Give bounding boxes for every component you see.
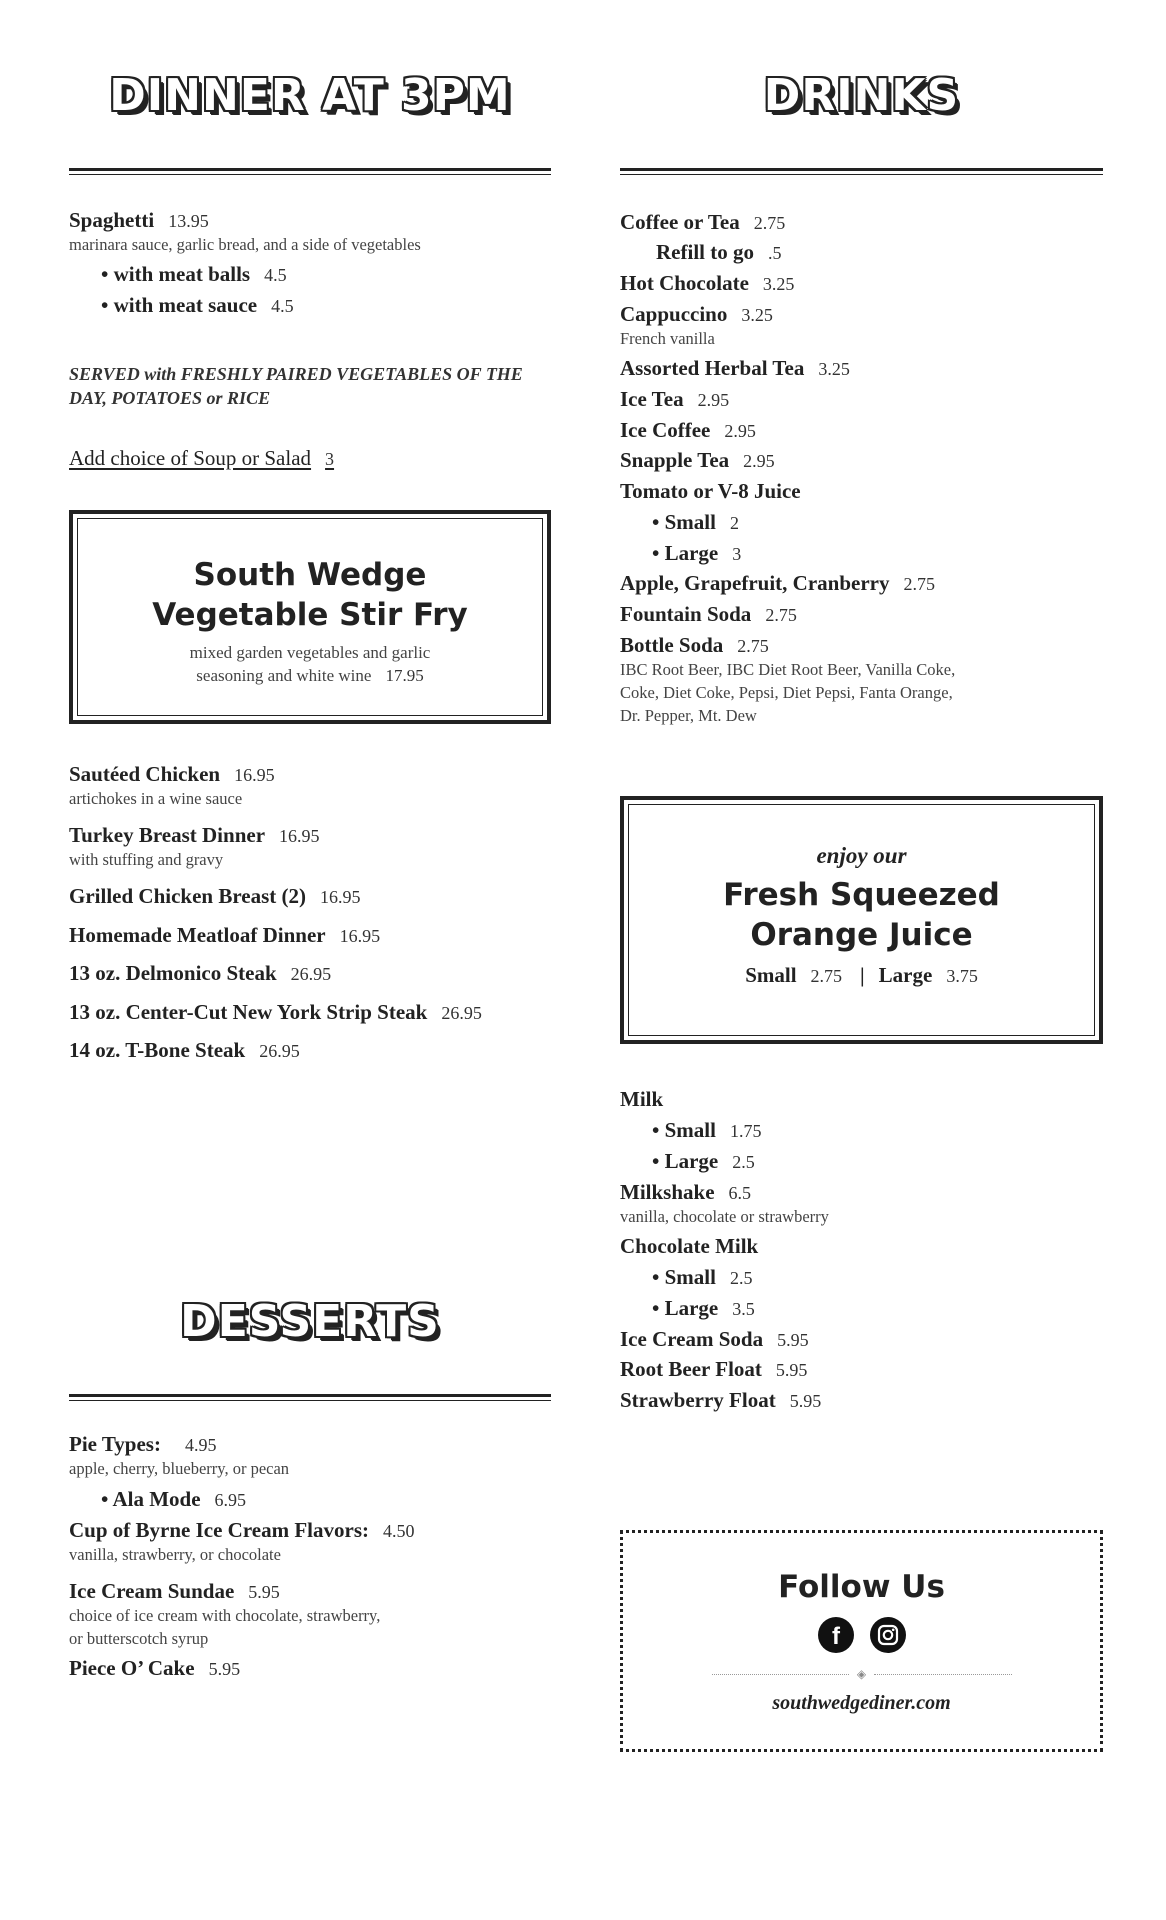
item-description-line2: Coke, Diet Coke, Pepsi, Diet Pepsi, Fanta Orange, [620, 683, 953, 702]
item-description: vanilla, chocolate or strawberry [620, 1207, 829, 1226]
drink-milk-small: • Small 1.75 [620, 1118, 761, 1143]
feature-price: 17.95 [385, 666, 424, 685]
oj-small-price: 2.75 [810, 966, 843, 986]
feature-title-line1: South Wedge [193, 557, 427, 593]
dinner-title: DINNER AT 3PM [109, 70, 511, 121]
menu-item-ny-strip: 13 oz. Center-Cut New York Strip Steak 26.95 [69, 1000, 482, 1024]
dessert-ala-mode: • Ala Mode 6.95 [69, 1487, 246, 1512]
dessert-cake: Piece O’ Cake 5.95 [69, 1656, 241, 1680]
drink-strawberry-float: Strawberry Float 5.95 [620, 1388, 822, 1412]
item-price: 13.95 [168, 211, 209, 231]
item-description-line1: choice of ice cream with chocolate, strawberry, [69, 1606, 381, 1625]
dessert-ice-cream: Cup of Byrne Ice Cream Flavors: 4.50 vanilla, strawberry, or chocolate [69, 1518, 415, 1564]
drink-chocolate-milk: Chocolate Milk [620, 1234, 759, 1258]
svg-text:f: f [831, 1623, 840, 1650]
instagram-icon[interactable] [870, 1617, 906, 1653]
drink-choc-small: • Small 2.5 [620, 1265, 752, 1290]
item-description: apple, cherry, blueberry, or pecan [69, 1459, 290, 1478]
drink-hot-chocolate: Hot Chocolate 3.25 [620, 271, 795, 295]
drink-milk: Milk [620, 1087, 664, 1111]
addon-soup-salad: Add choice of Soup or Salad 3 [69, 446, 335, 470]
menu-item-grilled-chicken: Grilled Chicken Breast (2) 16.95 [69, 884, 361, 908]
dessert-pie: Pie Types: 4.95 apple, cherry, blueberry, or pecan [69, 1432, 290, 1478]
drink-tomato-small: • Small 2 [620, 510, 739, 535]
menu-option-meat-balls: • with meat balls 4.5 [69, 262, 287, 287]
follow-us-box [620, 1530, 1103, 1752]
item-description-line2: or butterscotch syrup [69, 1629, 209, 1648]
feature-desc-line1: mixed garden vegetables and garlic [189, 643, 431, 662]
feature-desc-line2: seasoning and white wine 17.95 [196, 666, 424, 685]
desserts-divider [69, 1394, 551, 1401]
drink-choc-large: • Large 3.5 [620, 1296, 755, 1321]
oj-separator: | [860, 963, 865, 987]
drink-bottle-soda: Bottle Soda 2.75 IBC Root Beer, IBC Diet Root Beer, Vanilla Coke, Coke, Diet Coke, Pepsi, Diet Pepsi, Fanta Orange, Dr. Pepper, Mt. Dew [620, 633, 956, 725]
drink-tomato-large: • Large 3 [620, 541, 741, 566]
facebook-icon[interactable] [818, 1617, 854, 1653]
drink-fountain-soda: Fountain Soda 2.75 [620, 602, 797, 626]
menu-item-meatloaf: Homemade Meatloaf Dinner 16.95 [69, 923, 381, 947]
social-icons [623, 1617, 1100, 1653]
drink-snapple: Snapple Tea 2.95 [620, 448, 775, 472]
feature-stir-fry-box [69, 510, 551, 724]
drink-cappuccino: Cappuccino 3.25 French vanilla [620, 302, 773, 348]
drink-milkshake: Milkshake 6.5 vanilla, chocolate or strawberry [620, 1180, 829, 1226]
item-description: with stuffing and gravy [69, 850, 224, 869]
drinks-title: DRINKS [763, 70, 960, 121]
item-description-line1: IBC Root Beer, IBC Diet Root Beer, Vanilla Coke, [620, 660, 956, 679]
desserts-title: DESSERTS [180, 1296, 440, 1347]
drink-ice-coffee: Ice Coffee 2.95 [620, 418, 756, 442]
menu-item-t-bone: 14 oz. T-Bone Steak 26.95 [69, 1038, 300, 1062]
drink-ice-tea: Ice Tea 2.95 [620, 387, 730, 411]
dessert-sundae: Ice Cream Sundae 5.95 choice of ice cream with chocolate, strawberry, or butterscotch syrup [69, 1579, 381, 1648]
oj-large-price: 3.75 [946, 966, 978, 986]
drink-ice-cream-soda: Ice Cream Soda 5.95 [620, 1327, 809, 1351]
served-note: SERVED with FRESHLY PAIRED VEGETABLES OF THE DAY, POTATOES or RICE [69, 364, 523, 408]
dinner-divider [69, 168, 551, 175]
item-name: Spaghetti [69, 208, 155, 232]
oj-kicker: enjoy our [816, 843, 907, 868]
drink-milk-large: • Large 2.5 [620, 1149, 755, 1174]
item-description: artichokes in a wine sauce [69, 789, 243, 808]
dotted-divider: ◈ [712, 1667, 1012, 1682]
item-description: French vanilla [620, 329, 715, 348]
drink-root-beer-float: Root Beer Float 5.95 [620, 1357, 808, 1381]
drink-apple-juice: Apple, Grapefruit, Cranberry 2.75 [620, 571, 935, 595]
menu-item-turkey-breast: Turkey Breast Dinner 16.95 with stuffing and gravy [69, 823, 320, 869]
drink-coffee: Coffee or Tea 2.75 [620, 210, 786, 234]
oj-sizes [629, 963, 1094, 988]
menu-item-delmonico: 13 oz. Delmonico Steak 26.95 [69, 961, 332, 985]
oj-large-label: Large [878, 963, 933, 987]
menu-item-spaghetti [69, 208, 421, 256]
follow-title: Follow Us [778, 1569, 945, 1605]
drink-herbal-tea: Assorted Herbal Tea 3.25 [620, 356, 850, 380]
item-description: vanilla, strawberry, or chocolate [69, 1545, 281, 1564]
oj-title-line2: Orange Juice [750, 917, 973, 953]
menu-item-sauteed-chicken: Sautéed Chicken 16.95 artichokes in a wine sauce [69, 762, 275, 808]
menu-option-meat-sauce: • with meat sauce 4.5 [69, 293, 294, 318]
feature-orange-juice-box [620, 796, 1103, 1044]
drink-refill: Refill to go .5 [656, 240, 782, 264]
drinks-divider [620, 168, 1103, 175]
website-link[interactable]: southwedgediner.com [772, 1692, 951, 1714]
drink-tomato: Tomato or V-8 Juice [620, 479, 801, 503]
item-description: marinara sauce, garlic bread, and a side of vegetables [69, 235, 421, 254]
item-description-line3: Dr. Pepper, Mt. Dew [620, 706, 757, 725]
feature-title-line2: Vegetable Stir Fry [152, 597, 468, 633]
oj-title-line1: Fresh Squeezed [723, 877, 1000, 913]
oj-small-label: Small [745, 963, 797, 987]
